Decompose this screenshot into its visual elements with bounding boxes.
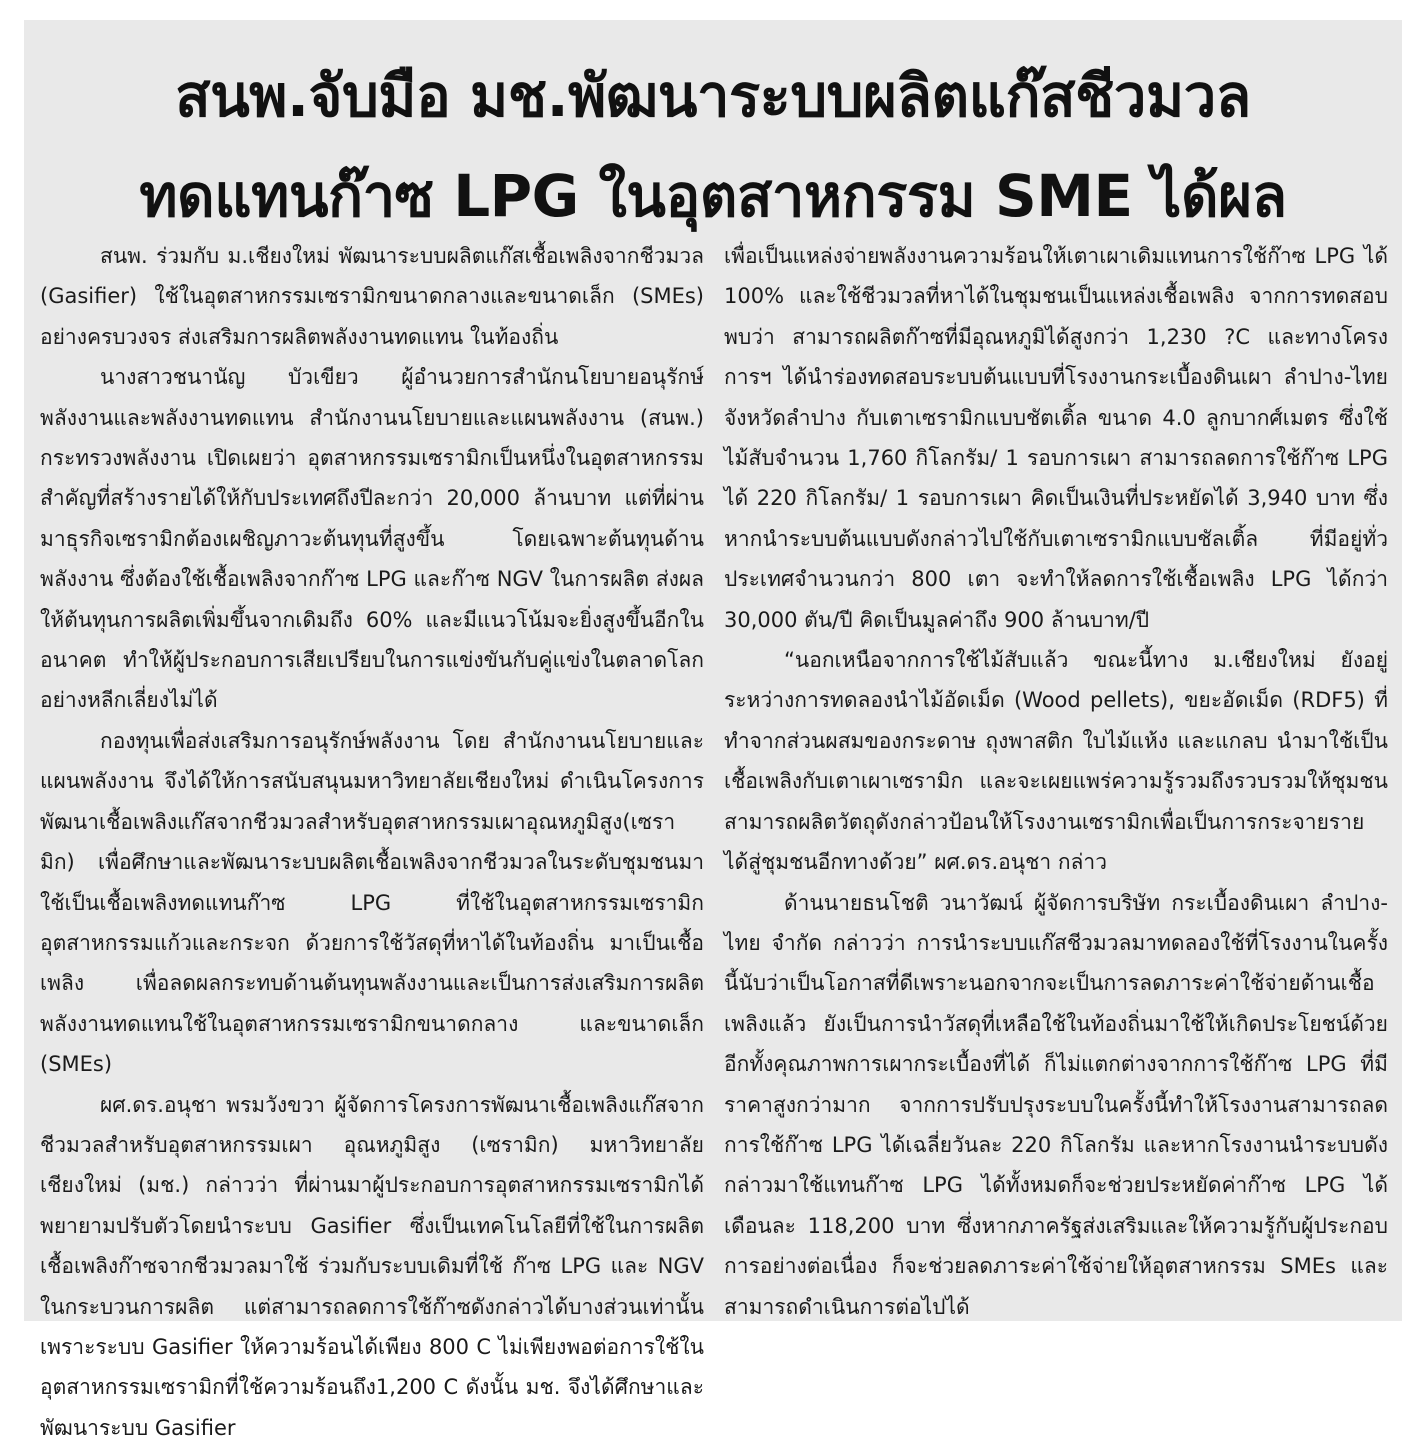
paragraph: ด้านนายธนโชติ วนาวัฒน์ ผู้จัดการบริษัท กระเบื้องดินเผา ลำปาง-ไทย จำกัด กล่าวว่า การนำระบบแก๊สชีวมวลมาทดลองใช้ที่โรงงานในครั้งนี้นับว่าเป็นโอกาสที่ดีเพราะนอกจากจะเป็นการลดภาระค่าใช้จ่ายด้านเชื้อเพลิงแล้ว ยังเป็นการนำวัสดุที่เหลือใช้ในท้องถิ่นมาใช้ให้เกิดประโยชน์ด้วย อีกทั้งคุณภาพการเผากระเบื้องที่ได้ ก็ไม่แตกต่างจากการใช้ก๊าซ LPG ที่มีราคาสูงกว่ามาก จากการปรับปรุงระบบในครั้งนี้ทำให้โรงงานสามารถลดการใช้ก๊าซ LPG ได้เฉลี่ยวันละ 220 กิโลกรัม และหากโรงงานนำระบบดังกล่าวมาใช้แทนก๊าซ LPG ได้ทั้งหมดก็จะช่วยประหยัดค่าก๊าซ LPG ได้เดือนละ 118,200 บาท ซึ่งหากภาครัฐส่งเสริมและให้ความรู้กับผู้ประกอบการอย่างต่อเนื่อง ก็จะช่วยลดภาระค่าใช้จ่ายให้อุตสาหกรรม SMEs และสามารถดำเนินการต่อไปได้ [724, 890, 1388, 1319]
paragraph-quote: “นอกเหนือจากการใช้ไม้สับแล้ว ขณะนี้ทาง ม.เชียงใหม่ ยังอยู่ระหว่างการทดลองนำไม้อัดเม็ด (Wood pellets), ขยะอัดเม็ด (RDF5) ที่ทำจากส่วนผสมของกระดาษ ถุงพาสติก ใบไม้แห้ง และแกลบ นำมาใช้เป็นเชื้อเพลิงกับเตาเผาเซรามิก และจะเผยแพร่ความรู้รวมถึงรวบรวมให้ชุมชนสามารถผลิตวัตถุดังกล่าวป้อนให้โรงงานเซรามิกเพื่อเป็นการกระจายรายได้สู่ชุมชนอีกทางด้วย” ผศ.ดร.อนุชา กล่าว [724, 648, 1388, 875]
right-column [724, 236, 1388, 1448]
paragraph-lead: สนพ. ร่วมกับ ม.เชียงใหม่ พัฒนาระบบผลิตแก๊สเชื้อเพลิงจากชีวมวล (Gasifier) ใช้ในอุตสาหกรรมเซรามิกขนาดกลางและขนาดเล็ก (SMEs) อย่างครบวงจร ส่งเสริมการผลิตพลังงานทดแทน ในท้องถิ่น [40, 244, 704, 349]
paragraph: กองทุนเพื่อส่งเสริมการอนุรักษ์พลังงาน โดย สำนักงานนโยบายและแผนพลังงาน จึงได้ให้การสนับสนุนมหาวิทยาลัยเชียงใหม่ ดำเนินโครงการพัฒนาเชื้อเพลิงแก๊สจากชีวมวลสำหรับอุตสาหกรรมเผาอุณหภูมิสูง(เซรามิก) เพื่อศึกษาและพัฒนาระบบผลิตเชื้อเพลิงจากชีวมวลในระดับชุมชนมาใช้เป็นเชื้อเพลิงทดแทนก๊าซ LPG ที่ใช้ในอุตสาหกรรมเซรามิก อุตสาหกรรมแก้วและกระจก ด้วยการใช้วัสดุที่หาได้ในท้องถิ่น มาเป็นเชื้อเพลิง เพื่อลดผลกระทบด้านต้นทุนพลังงานและเป็นการส่งเสริมการผลิตพลังงานทดแทนใช้ในอุตสาหกรรมเซรามิกขนาดกลาง และขนาดเล็ก (SMEs) [40, 728, 704, 1077]
paragraph: นางสาวชนานัญ บัวเขียว ผู้อำนวยการสำนักนโยบายอนุรักษ์พลังงานและพลังงานทดแทน สำนักงานนโยบายและแผนพลังงาน (สนพ.) กระทรวงพลังงาน เปิดเผยว่า อุตสาหกรรมเซรามิกเป็นหนึ่งในอุตสาหกรรมสำคัญที่สร้างรายได้ให้กับประเทศถึงปีละกว่า 20,000 ล้านบาท แต่ที่ผ่านมาธุรกิจเซรามิกต้องเผชิญภาวะต้นทุนที่สูงขึ้น โดยเฉพาะต้นทุนด้านพลังงาน ซึ่งต้องใช้เชื้อเพลิงจากก๊าซ LPG และก๊าซ NGV ในการผลิต ส่งผลให้ต้นทุนการผลิตเพิ่มขึ้นจากเดิมถึง 60% และมีแนวโน้มจะยิ่งสูงขึ้นอีกในอนาคต ทำให้ผู้ประกอบการเสียเปรียบในการแข่งขันกับคู่แข่งในตลาดโลกอย่างหลีกเลี่ยงไม่ได้ [40, 365, 704, 713]
news-clipping [24, 20, 1402, 1440]
headline [24, 20, 1402, 246]
headline-line-1: สนพ.จับมือ มช.พัฒนาระบบผลิตแก๊สชีวมวล [175, 62, 1251, 130]
headline-line-2: ทดแทนก๊าซ LPG ในอุตสาหกรรม SME ได้ผล [139, 162, 1287, 230]
article-body [40, 236, 1388, 1448]
paragraph-continued: เพื่อเป็นแหล่งจ่ายพลังงานความร้อนให้เตาเผาเดิมแทนการใช้ก๊าซ LPG ได้ 100% และใช้ชีวมวลที่หาได้ในชุมชนเป็นแหล่งเชื้อเพลิง จากการทดสอบพบว่า สามารถผลิตก๊าซที่มีอุณหภูมิได้สูงกว่า 1,230 ?C และทางโครงการฯ ได้นำร่องทดสอบระบบต้นแบบที่โรงงานกระเบื้องดินเผา ลำปาง-ไทย จังหวัดลำปาง กับเตาเซรามิกแบบชัตเติ้ล ขนาด 4.0 ลูกบากศ์เมตร ซึ่งใช้ไม้สับจำนวน 1,760 กิโลกรัม/ 1 รอบการเผา สามารถลดการใช้ก๊าซ LPG ได้ 220 กิโลกรัม/ 1 รอบการเผา คิดเป็นเงินที่ประหยัดได้ 3,940 บาท ซึ่งหากนำระบบต้นแบบดังกล่าวไปใช้กับเตาเซรามิกแบบชัลเติ้ล ที่มีอยู่ทั่วประเทศจำนวนกว่า 800 เตา จะทำให้ลดการใช้เชื้อเพลิง LPG ได้กว่า 30,000 ตัน/ปี คิดเป็นมูลค่าถึง 900 ล้านบาท/ปี [724, 244, 1388, 632]
left-column [40, 236, 704, 1448]
paragraph: ผศ.ดร.อนุชา พรมวังขวา ผู้จัดการโครงการพัฒนาเชื้อเพลิงแก๊สจากชีวมวลสำหรับอุตสาหกรรมเผา อุณหภูมิสูง (เซรามิก) มหาวิทยาลัยเชียงใหม่ (มช.) กล่าวว่า ที่ผ่านมาผู้ประกอบการอุตสาหกรรมเซรามิกได้พยายามปรับตัวโดยนำระบบ Gasifier ซึ่งเป็นเทคโนโลยีที่ใช้ในการผลิตเชื้อเพลิงก๊าซจากชีวมวลมาใช้ ร่วมกับระบบเดิมที่ใช้ ก๊าซ LPG และ NGV ในกระบวนการผลิต แต่สามารถลดการใช้ก๊าซดังกล่าวได้บางส่วนเท่านั้น เพราะระบบ Gasifier ให้ความร้อนได้เพียง 800 C ไม่เพียงพอต่อการใช้ในอุตสาหกรรมเซรามิกที่ใช้ความร้อนถึง1,200 C ดังนั้น มช. จึงได้ศึกษาและพัฒนาระบบ Gasifier [40, 1092, 704, 1440]
